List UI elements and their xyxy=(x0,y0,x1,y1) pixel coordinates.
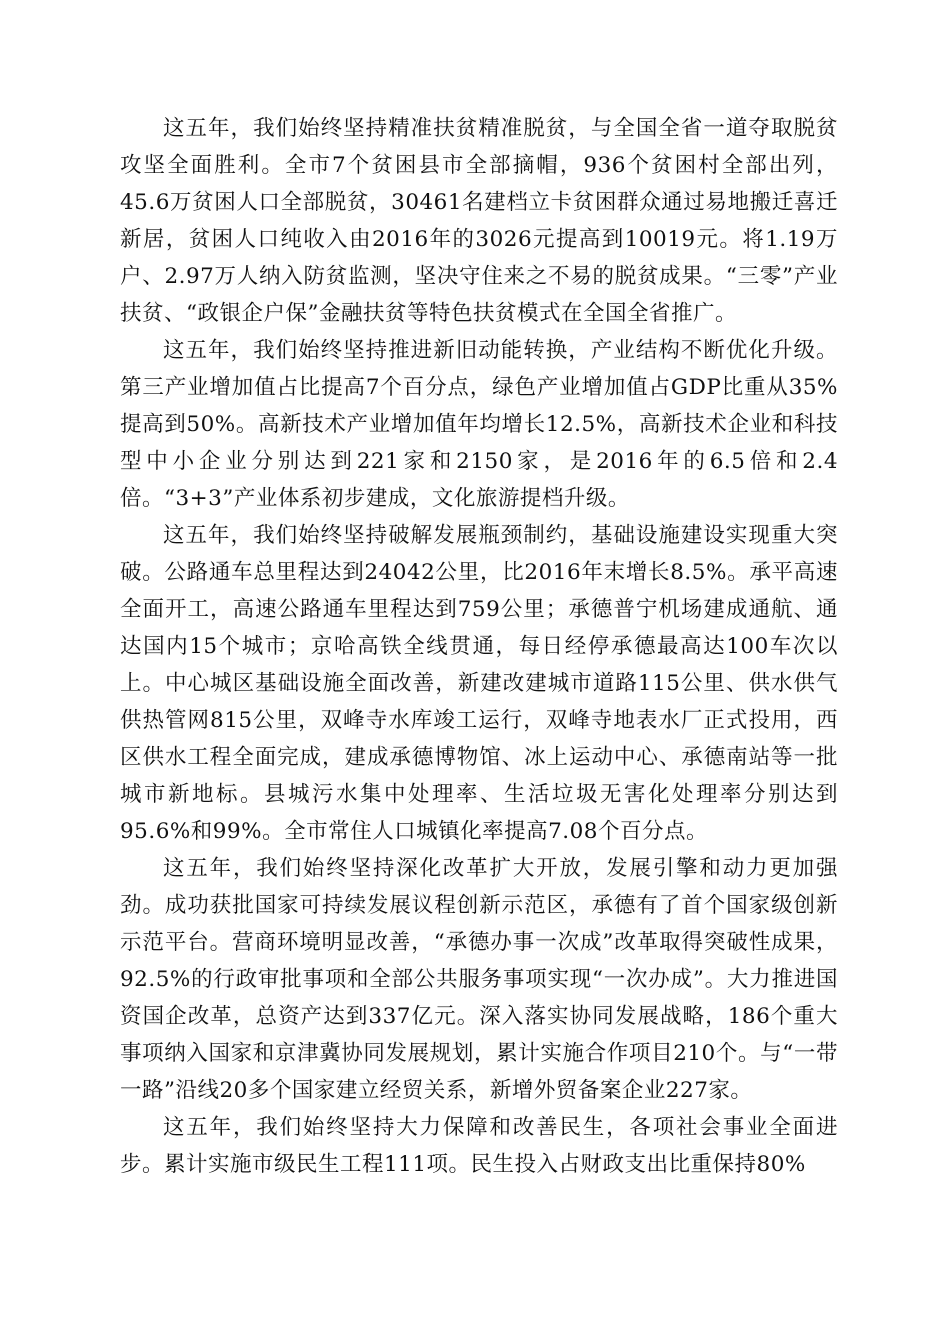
paragraph-reform-opening: 这五年，我们始终坚持深化改革扩大开放，发展引擎和动力更加强劲。成功获批国家可持续发展议程创新示范区，承德有了首个国家级创新示范平台。营商环境明显改善，“承德办事一次成”改革取得突破性成果，92.5%的行政审批事项和全部公共服务事项实现“一次办成”。大力推进国资国企改革，总资产达到337亿元。深入落实协同发展战略，186个重大事项纳入国家和京津冀协同发展规划，累计实施合作项目210个。与“一带一路”沿线20多个国家建立经贸关系，新增外贸备案企业227家。 xyxy=(120,856,838,1103)
paragraph-poverty-alleviation: 这五年，我们始终坚持精准扶贫精准脱贫，与全国全省一道夺取脱贫攻坚全面胜利。全市7个贫困县市全部摘帽，936个贫困村全部出列，45.6万贫困人口全部脱贫，30461名建档立卡贫困群众通过易地搬迁喜迁新居，贫困人口纯收入由2016年的3026元提高到10019元。将1.19万户、2.97万人纳入防贫监测，坚决守住来之不易的脱贫成果。“三零”产业扶贫、“政银企户保”金融扶贫等特色扶贫模式在全国全省推广。 xyxy=(120,116,838,326)
paragraph-industrial-upgrade: 这五年，我们始终坚持推进新旧动能转换，产业结构不断优化升级。第三产业增加值占比提高7个百分点，绿色产业增加值占GDP比重从35%提高到50%。高新技术产业增加值年均增长12.5%，高新技术企业和科技型中小企业分别达到221家和2150家，是2016年的6.5倍和2.4倍。“3+3”产业体系初步建成，文化旅游提档升级。 xyxy=(120,338,838,511)
paragraph-livelihood: 这五年，我们始终坚持大力保障和改善民生，各项社会事业全面进步。累计实施市级民生工程111项。民生投入占财政支出比重保持80% xyxy=(120,1115,838,1177)
document-page xyxy=(120,110,838,1183)
paragraph-infrastructure: 这五年，我们始终坚持破解发展瓶颈制约，基础设施建设实现重大突破。公路通车总里程达到24042公里，比2016年末增长8.5%。承平高速全面开工，高速公路通车里程达到759公里；承德普宁机场建成通航、通达国内15个城市；京哈高铁全线贯通，每日经停承德最高达100车次以上。中心城区基础设施全面改善，新建改建城市道路115公里、供水供气供热管网815公里，双峰寺水库竣工运行，双峰寺地表水厂正式投用，西区供水工程全面完成，建成承德博物馆、冰上运动中心、承德南站等一批城市新地标。县城污水集中处理率、生活垃圾无害化处理率分别达到95.6%和99%。全市常住人口城镇化率提高7.08个百分点。 xyxy=(120,523,838,844)
